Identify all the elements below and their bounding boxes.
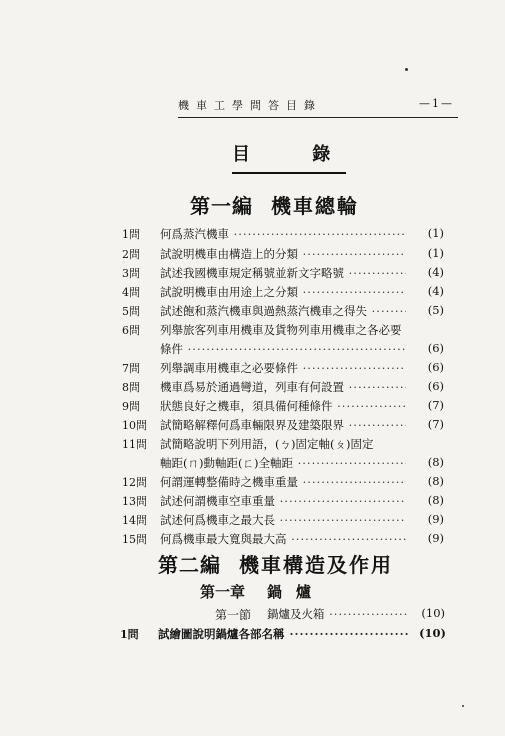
- question-text: 何爲蒸汽機車 ·····: [160, 226, 406, 242]
- page-ref: (7): [427, 398, 444, 412]
- question-text: 何爲機車最大寬與最大高 ·····: [160, 531, 406, 547]
- chapter-number: 第一章: [200, 583, 246, 601]
- question-text: 試簡略解釋何爲車輛限界及建築限界 ·····: [160, 417, 406, 433]
- page-ref: (8): [427, 474, 444, 488]
- toc-entry-continued[interactable]: [122, 339, 444, 359]
- part-1-number: 第一編: [190, 194, 253, 218]
- page-ref: (10): [421, 606, 445, 620]
- question-text: 條件 ·····: [160, 341, 406, 357]
- section-name: 鍋爐及火箱 ·····: [267, 606, 407, 622]
- toc-entry[interactable]: [122, 244, 444, 264]
- page-ref: (5): [427, 303, 444, 317]
- toc-entry[interactable]: [122, 301, 444, 321]
- toc-title: 目 錄: [232, 140, 346, 174]
- page-ref: (6): [427, 360, 444, 374]
- section-entry[interactable]: [215, 604, 445, 624]
- page-ref: (1): [427, 226, 444, 240]
- part-1-name: 機車總輪: [271, 194, 359, 218]
- question-text: 機車爲易於通過彎道，列車有何設置 ·····: [160, 379, 406, 395]
- chapter-title: [200, 581, 325, 602]
- page-ref: (6): [427, 341, 444, 355]
- toc-entry[interactable]: [122, 491, 444, 511]
- question-text: 試說明機車由用途上之分類 ·····: [160, 284, 406, 300]
- scan-speck: [462, 705, 464, 707]
- toc-entry-continued[interactable]: [122, 453, 444, 473]
- question-number: 10問: [122, 419, 147, 432]
- question-number: 5問: [122, 305, 140, 318]
- question-number: 12問: [122, 476, 147, 489]
- toc-entry[interactable]: [122, 224, 444, 244]
- question-number: 8問: [122, 381, 140, 394]
- toc-entry[interactable]: [122, 263, 444, 283]
- page-ref: (4): [427, 265, 444, 279]
- question-text: 試述何爲機車之最大長 ·····: [160, 512, 406, 528]
- question-text: 試繪圖說明鍋爐各部名稱 ·····: [158, 626, 408, 642]
- page-ref: (10): [419, 626, 446, 640]
- page-ref: (4): [427, 284, 444, 298]
- question-text: 試述飽和蒸汽機車與過熱蒸汽機車之得失 ·····: [160, 303, 406, 319]
- question-number: 7問: [122, 362, 140, 375]
- scan-speck: [405, 68, 408, 71]
- toc-entry[interactable]: [120, 624, 446, 644]
- page-ref: (6): [427, 379, 444, 393]
- part-2-number: 第二編: [158, 553, 221, 577]
- question-number: 15問: [122, 533, 147, 546]
- question-number: 14問: [122, 514, 147, 527]
- question-number: 13問: [122, 495, 147, 508]
- question-number: 3問: [122, 267, 140, 280]
- toc-entry[interactable]: [122, 510, 444, 530]
- question-text: 試述我國機車規定稱號並新文字略號 ·····: [160, 265, 406, 281]
- question-text: 列舉調車用機車之必要條件 ·····: [160, 360, 406, 376]
- toc-entry[interactable]: [122, 434, 444, 454]
- toc-entry[interactable]: [122, 320, 444, 340]
- toc-entry[interactable]: [122, 282, 444, 302]
- chapter-name: 鍋爐: [267, 583, 326, 601]
- part-2-title: [158, 549, 393, 578]
- page-ref: (9): [427, 512, 444, 526]
- question-text: 試說明機車由構造上的分類 ·····: [160, 246, 406, 262]
- part-1-title: [190, 190, 359, 219]
- toc-entry[interactable]: [122, 529, 444, 549]
- toc-entry[interactable]: [122, 472, 444, 492]
- page-ref: (8): [427, 493, 444, 507]
- question-number: 6問: [122, 324, 140, 337]
- page-ref: (1): [427, 246, 444, 260]
- question-text: 何謂運轉整備時之機車重量 ·····: [160, 474, 406, 490]
- question-number: 4問: [122, 286, 140, 299]
- question-text: 軸距(ㄇ)動軸距(ㄈ)全軸距 ·····: [160, 455, 406, 471]
- page-ref: (8): [427, 455, 444, 469]
- question-number: 9問: [122, 400, 140, 413]
- header-title: 機車工學問答目錄: [178, 99, 322, 112]
- section-number: 第一節: [215, 608, 252, 622]
- question-text: 列舉旅客列車用機車及貨物列車用機車之各必要: [160, 323, 402, 337]
- question-text: 試簡略說明下列用語，(ㄅ)固定軸(ㄆ)固定: [160, 437, 374, 451]
- question-text: 試述何謂機車空車重量 ·····: [160, 493, 406, 509]
- question-number: 1問: [122, 228, 140, 241]
- question-text: 狀態良好之機車，須具備何種條件 ·····: [160, 398, 406, 414]
- question-number: 2問: [122, 248, 140, 261]
- toc-entry[interactable]: [122, 396, 444, 416]
- toc-entry[interactable]: [122, 377, 444, 397]
- page-ref: (9): [427, 531, 444, 545]
- page-ref: (7): [427, 417, 444, 431]
- toc-entry[interactable]: [122, 415, 444, 435]
- page-number: —1—: [419, 97, 454, 110]
- question-number: 11問: [122, 438, 147, 451]
- part-2-name: 機車構造及作用: [239, 553, 393, 577]
- question-number: 1問: [120, 628, 139, 641]
- toc-entry[interactable]: [122, 358, 444, 378]
- running-header: [178, 97, 458, 118]
